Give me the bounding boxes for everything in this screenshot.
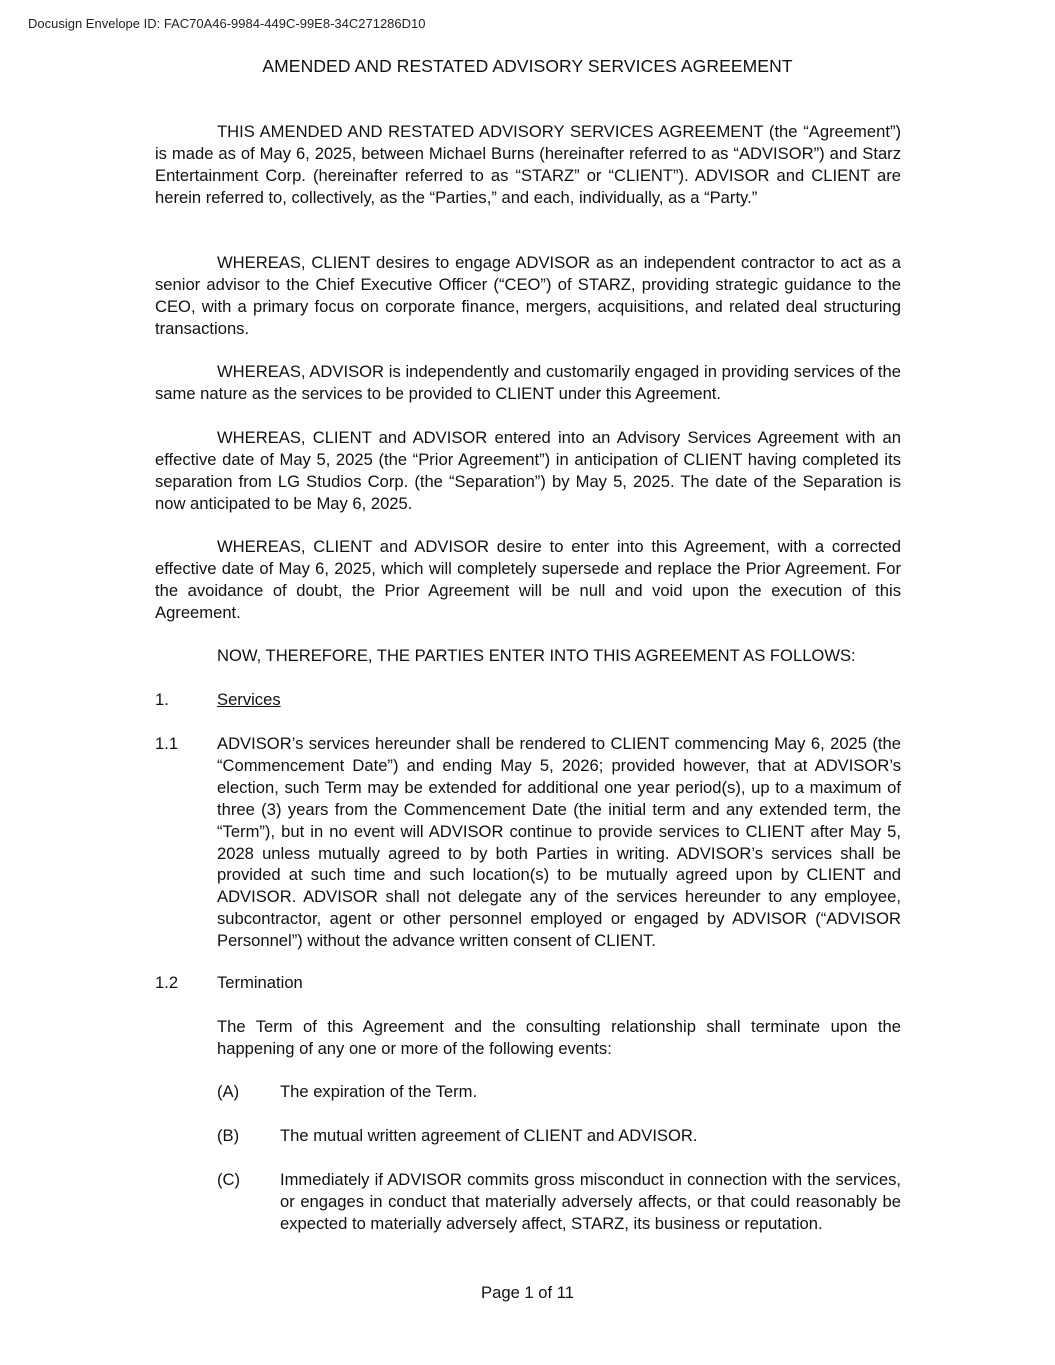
whereas-paragraph-4: WHEREAS, CLIENT and ADVISOR desire to enter into this Agreement, with a corrected effective date of May 6, 2025, which will completely supersede and replace the Prior Agreement. For the avoidance of doubt, the Prior Agreement will be null and void upon the execution of this Agreement.: [155, 537, 901, 622]
termination-item-label: (C): [217, 1170, 241, 1189]
termination-item-text: The expiration of the Term.: [280, 1082, 478, 1101]
page-number: Page 1 of 11: [481, 1283, 574, 1302]
whereas-paragraph-1: WHEREAS, CLIENT desires to engage ADVISOR as an independent contractor to act as a senior advisor to the Chief Executive Officer (“CEO”) of STARZ, providing strategic guidance to the CEO, with a primary focus on corporate finance, mergers, acquisitions, and related deal structuring transactions.: [155, 253, 901, 338]
termination-intro: The Term of this Agreement and the consulting relationship shall terminate upon the happening of any one or more of the following events:: [217, 1017, 901, 1058]
intro-paragraph: THIS AMENDED AND RESTATED ADVISORY SERVICES AGREEMENT (the “Agreement”) is made as of May 6, 2025, between Michael Burns (hereinafter referred to as “ADVISOR”) and Starz Entertainment Corp. (hereinafter referred to as “STARZ” or “CLIENT”). ADVISOR and CLIENT are herein referred to, collectively, as the “Parties,” and each, individually, as a “Party.”: [155, 122, 901, 207]
termination-item-label: (A): [217, 1082, 240, 1101]
section-1-1-number: 1.1: [155, 734, 179, 753]
section-1-heading: Services: [217, 690, 281, 709]
now-therefore-paragraph: NOW, THEREFORE, THE PARTIES ENTER INTO THIS AGREEMENT AS FOLLOWS:: [217, 646, 856, 665]
document-title: AMENDED AND RESTATED ADVISORY SERVICES AGREEMENT: [262, 56, 793, 76]
whereas-paragraph-2: WHEREAS, ADVISOR is independently and customarily engaged in providing services of the same nature as the services to be provided to CLIENT under this Agreement.: [155, 362, 901, 403]
whereas-paragraph-3: WHEREAS, CLIENT and ADVISOR entered into an Advisory Services Agreement with an effective date of May 5, 2025 (the “Prior Agreement”) in anticipation of CLIENT having completed its separation from LG Studios Corp. (the “Separation”) by May 5, 2025. The date of the Separation is now anticipated to be May 6, 2025.: [155, 428, 901, 513]
termination-item-text: The mutual written agreement of CLIENT and ADVISOR.: [280, 1126, 698, 1145]
envelope-id: Docusign Envelope ID: FAC70A46-9984-449C-99E8-34C271286D10: [28, 16, 426, 31]
section-1-number: 1.: [155, 690, 169, 709]
termination-item-label: (B): [217, 1126, 240, 1145]
termination-item-text: Immediately if ADVISOR commits gross misconduct in connection with the services, or engages in conduct that materially adversely affects, or that could reasonably be expected to materially adversely affect, STARZ, its business or reputation.: [280, 1170, 901, 1233]
section-1-2-heading: Termination: [217, 973, 303, 992]
section-1-1-text: ADVISOR’s services hereunder shall be rendered to CLIENT commencing May 6, 2025 (the “Commencement Date”) and ending May 5, 2026; provided however, that at ADVISOR’s election, such Term may be extended for additional one year period(s), up to a maximum of three (3) years from the Commencement Date (the initial term and any extended term, the “Term”), but in no event will ADVISOR continue to provide services to CLIENT after May 5, 2028 unless mutually agreed to by both Parties in writing. ADVISOR’s services shall be provided at such time and such location(s) to be mutually agreed upon by CLIENT and ADVISOR. ADVISOR shall not delegate any of the services hereunder to any employee, subcontractor, agent or other personnel employed or engaged by ADVISOR (“ADVISOR Personnel”) without the advance written consent of CLIENT.: [217, 734, 901, 951]
section-1-2-number: 1.2: [155, 973, 179, 992]
